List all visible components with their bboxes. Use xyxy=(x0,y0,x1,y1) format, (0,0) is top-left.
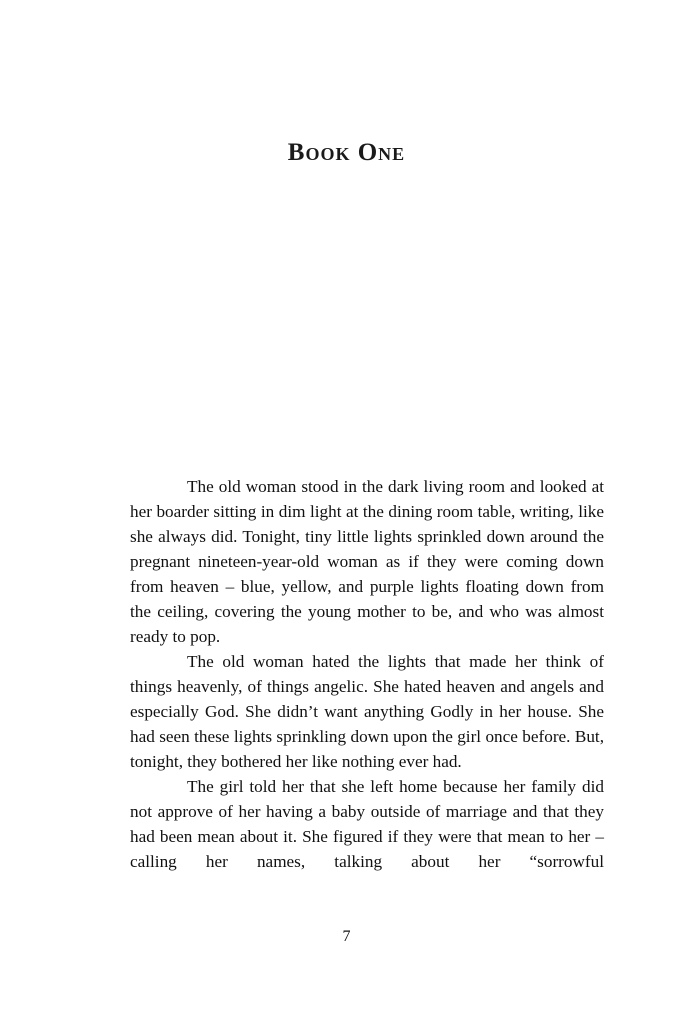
paragraph-1: The old woman stood in the dark living room and looked at her boarder sitting in dim light at the dining room table, writing, like she always did. Tonight, tiny little lights sprinkled down around the pregnant nineteen-year-old woman as if they were coming down from heaven – blue, yellow, and purple lights floating down from the ceiling, covering the young mother to be, and who was almost ready to pop. xyxy=(130,477,604,646)
body-text xyxy=(130,474,604,874)
paragraph-3: The girl told her that she left home because her family did not approve of her having a baby outside of marriage and that they had been mean about it. She figured if they were that mean to her – calling her names, talking about her “sorrowful xyxy=(130,777,604,871)
page-number: 7 xyxy=(342,928,351,945)
chapter-title: Book One xyxy=(287,139,406,166)
paragraph-2: The old woman hated the lights that made her think of things heavenly, of things angelic. She hated heaven and angels and especially God. She didn’t want anything Godly in her house. She had seen these lights sprinkling down upon the girl once before. But, tonight, they bothered her like nothing ever had. xyxy=(130,652,604,771)
